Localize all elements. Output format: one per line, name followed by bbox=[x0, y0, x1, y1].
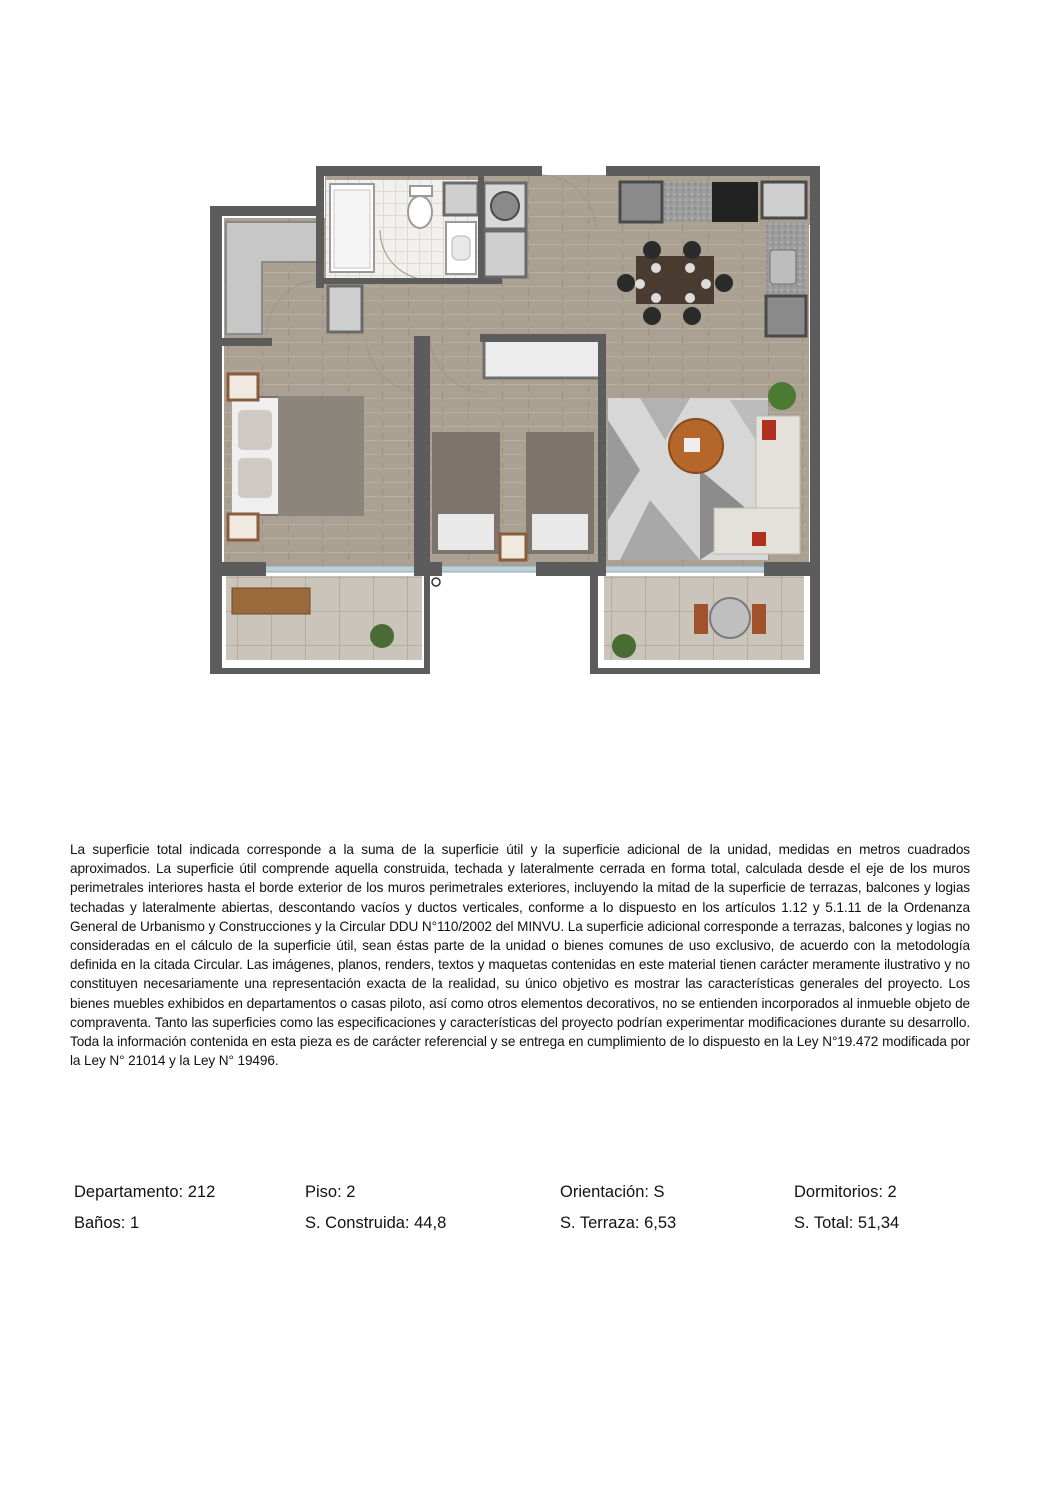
toilet-icon bbox=[408, 196, 432, 228]
plant-icon bbox=[370, 624, 394, 648]
plant-icon bbox=[768, 382, 796, 410]
bench bbox=[232, 588, 310, 614]
legal-disclaimer: La superficie total indicada corresponde a la suma de la superficie útil y la superficie adicional de la unidad, medidas en metros cuadrados aproximados. La superficie útil comprende aquella construida, techada y lateralmente cerrada en forma total, calculada desde el eje de los muros perimetrales interiores hasta el borde exterior de los muros perimetrales exteriores, incluyendo la mitad de la superficie de terrazas, balcones y logias techadas y lateralmente abiertas, descontando vacíos y ductos verticales, conforme a lo dispuesto en los artículos 1.12 y 5.1.11 de la Ordenanza General de Urbanismo y Construcciones y la Circular DDU N°110/2002 del MINVU. La superficie adicional corresponde a terrazas, balcones y logias no consideradas en el cálculo de la superficie útil, sean éstas parte de la unidad o bienes comunes de uso exclusivo, de acuerdo con la metodología definida en la citada Circular. Las imágenes, planos, renders, textos y maquetas contenidas en este material tienen carácter meramente ilustrativo y no constituyen necesariamente una representación exacta de la realidad, su único objetivo es mostrar las características generales del proyecto. Los bienes muebles exhibidos en departamentos o casas piloto, así como otros elementos decorativos, no se entienden incorporados al inmueble objeto de compraventa. Tanto las superficies como las especificaciones y características del proyecto podrían experimentar modificaciones durante su desarrollo. Toda la información contenida en esta pieza es de carácter referencial y se entrega en cumplimiento de lo dispuesto en la Ley N°19.472 modificada por la Ley N° 21014 y la Ley N° 19496. bbox=[70, 842, 970, 1069]
spec-total: S. Total: 51,34 bbox=[794, 1214, 900, 1232]
spec-terraza: S. Terraza: 6,53 bbox=[560, 1214, 677, 1232]
unit-specs bbox=[74, 1183, 954, 1245]
spec-construida: S. Construida: 44,8 bbox=[305, 1214, 447, 1232]
floor-plan bbox=[200, 158, 840, 688]
cooktop-icon bbox=[712, 182, 758, 222]
laundry bbox=[484, 183, 526, 277]
spec-piso: Piso: 2 bbox=[305, 1183, 356, 1201]
specs-row bbox=[74, 1183, 954, 1214]
spec-banos: Baños: 1 bbox=[74, 1214, 140, 1232]
terraces bbox=[226, 576, 804, 660]
spec-dormitorios: Dormitorios: 2 bbox=[794, 1183, 897, 1201]
specs-row bbox=[74, 1214, 954, 1245]
spec-orientacion: Orientación: S bbox=[560, 1183, 665, 1201]
plant-icon bbox=[612, 634, 636, 658]
windows bbox=[262, 566, 766, 572]
terrace-table bbox=[710, 598, 750, 638]
master-bed bbox=[228, 374, 364, 540]
spec-departamento: Departamento: 212 bbox=[74, 1183, 216, 1201]
